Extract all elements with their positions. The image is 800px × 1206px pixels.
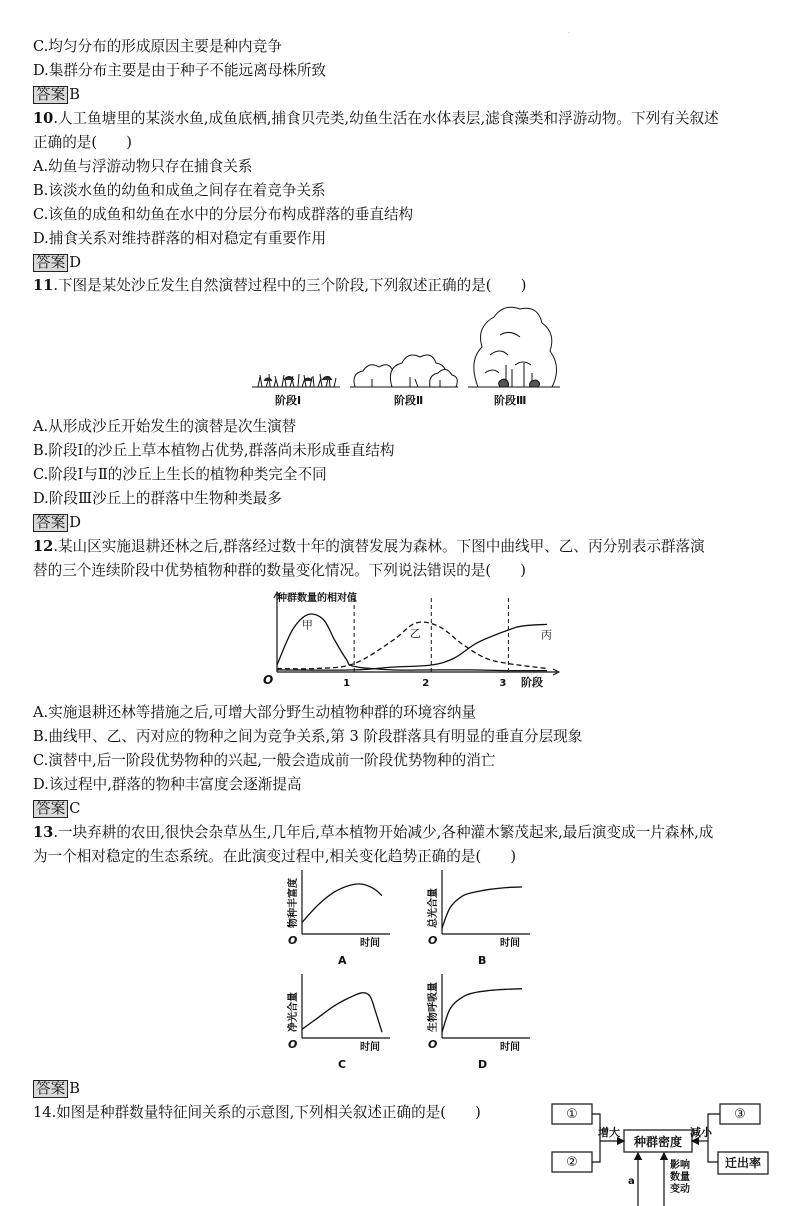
- affect-label-1: 影响: [670, 1160, 690, 1171]
- x-tick-label: 3: [499, 678, 507, 689]
- box-2-label: ②: [566, 1155, 578, 1170]
- q14-population-diagram: [540, 1096, 800, 1206]
- q12-option-a: A.实施退耕还林等措施之后,可增大部分野生动植物种群的环境容纳量: [33, 704, 477, 721]
- answer-value: C: [69, 800, 81, 817]
- q13-graph-c: [280, 972, 400, 1072]
- q10-number: 10: [33, 110, 54, 127]
- q13-answer: [33, 1080, 80, 1098]
- q11-option-a: A.从形成沙丘开始发生的演替是次生演替: [33, 418, 297, 435]
- q12-stem-line1: [33, 538, 705, 556]
- q12-number: 12: [33, 538, 54, 555]
- q9-option-d: D.集群分布主要是由于种子不能远离母株所致: [33, 62, 327, 79]
- q13-graph-b: [420, 868, 540, 968]
- x-axis-label: 时间: [500, 938, 520, 949]
- series-line-0: [277, 614, 547, 671]
- arrow-a-label: a: [628, 1176, 635, 1187]
- stage-2-label: 阶段Ⅱ: [394, 394, 424, 407]
- x-axis-label: 时间: [360, 1042, 380, 1053]
- y-axis-label: 总光合量: [428, 888, 439, 928]
- series-label: 乙: [409, 627, 421, 640]
- x-tick-label: 1: [343, 678, 351, 689]
- q9-option-c: C.均匀分布的形成原因主要是种内竞争: [33, 38, 282, 55]
- x-tick-label: 2: [422, 678, 430, 689]
- panel-label: C: [338, 1058, 347, 1071]
- origin-label: O: [428, 934, 438, 947]
- trend-line: [302, 884, 382, 923]
- q14-stem: 14.如图是种群数量特征间关系的示意图,下列相关叙述正确的是( ): [33, 1104, 481, 1121]
- panel-label: A: [338, 954, 347, 967]
- q11-answer: [33, 514, 81, 532]
- origin-label: O: [288, 1038, 298, 1051]
- x-axis-label: 阶段: [521, 676, 543, 689]
- box-1-label: ①: [566, 1107, 578, 1122]
- series-label: 丙: [541, 628, 552, 642]
- answer-tag: 答案: [33, 514, 68, 532]
- q10-stem-line2: 正确的是( ): [33, 134, 132, 151]
- q10-option-c: C.该鱼的成鱼和幼鱼在水中的分层分布构成群落的垂直结构: [33, 206, 414, 223]
- q13-stem-line2: 为一个相对稳定的生态系统。在此演变过程中,相关变化趋势正确的是( ): [33, 848, 517, 865]
- q10-stem-line1: [33, 110, 719, 128]
- q13-graph-a: [280, 868, 400, 968]
- stage-2-shrub-illustration: [350, 355, 458, 387]
- q10-option-d: D.捕食关系对维持群落的相对稳定有重要作用: [33, 230, 327, 247]
- y-axis-label: 净光合量: [288, 992, 299, 1032]
- q12-answer: [33, 800, 80, 818]
- stage-3-label: 阶段Ⅲ: [494, 394, 527, 407]
- answer-value: B: [69, 1080, 80, 1097]
- q12-stem-text1: .某山区实施退耕还林之后,群落经过数十年的演替发展为森林。下图中曲线甲、乙、丙分别表示群落演: [53, 538, 705, 555]
- q9-answer: [33, 86, 80, 104]
- stage-3-forest-illustration: [468, 307, 560, 387]
- y-axis-label: 物种丰富度: [288, 878, 299, 928]
- q11-stem: [33, 277, 526, 295]
- stage-1-grass-illustration: [252, 374, 340, 387]
- affect-label-2: 数量: [670, 1172, 690, 1183]
- q10-option-b: B.该淡水鱼的幼鱼和成鱼之间存在着竞争关系: [33, 182, 326, 199]
- q13-stem-line1: [33, 824, 713, 842]
- y-axis-label: 生物呼吸量: [428, 982, 439, 1032]
- y-axis-label: 种群数量的相对值: [277, 593, 357, 604]
- q12-option-d: D.该过程中,群落的物种丰富度会逐渐提高: [33, 776, 302, 793]
- origin-label: O: [288, 934, 298, 947]
- q13-stem-text1: .一块弃耕的农田,很快会杂草丛生,几年后,草本植物开始减少,各种灌木繁茂起来,最后演变成一片森林,成: [53, 824, 714, 841]
- q10-stem-text1: .人工鱼塘里的某淡水鱼,成鱼底栖,捕食贝壳类,幼鱼生活在水体表层,滤食藻类和浮游动物。下列有关叙述: [53, 110, 719, 127]
- origin-label: O: [428, 1038, 438, 1051]
- q11-number: 11: [33, 277, 54, 294]
- q13-graph-d: [420, 972, 540, 1072]
- density-label: 种群密度: [633, 1135, 683, 1149]
- q11-stem-text: .下图是某处沙丘发生自然演替过程中的三个阶段,下列叙述正确的是( ): [53, 277, 527, 294]
- answer-value: D: [69, 514, 81, 531]
- answer-tag: 答案: [33, 86, 68, 104]
- q12-population-chart: [255, 590, 575, 700]
- q11-option-d: D.阶段Ⅲ沙丘上的群落中生物种类最多: [33, 490, 282, 507]
- q10-option-a: A.幼鱼与浮游动物只存在捕食关系: [33, 158, 253, 175]
- q12-option-b: B.曲线甲、乙、丙对应的物种之间为竞争关系,第 3 阶段群落具有明显的垂直分层现象: [33, 728, 583, 745]
- increase-label: 增大: [598, 1126, 620, 1139]
- answer-value: B: [69, 86, 80, 103]
- origin-label: O: [263, 673, 274, 687]
- q11-option-c: C.阶段Ⅰ与Ⅱ的沙丘上生长的植物种类完全不同: [33, 466, 327, 483]
- trend-line: [302, 993, 382, 1032]
- page-dot: .: [568, 28, 570, 35]
- stage-1-label: 阶段Ⅰ: [275, 394, 302, 407]
- trend-line: [442, 989, 522, 1032]
- box-3-label: ③: [734, 1107, 746, 1122]
- series-label: 甲: [301, 618, 313, 632]
- decrease-label: 减小: [690, 1126, 712, 1139]
- answer-value: D: [69, 254, 81, 271]
- q12-option-c: C.演替中,后一阶段优势物种的兴起,一般会造成前一阶段优势物种的消亡: [33, 752, 496, 769]
- panel-label: D: [478, 1058, 488, 1071]
- q11-option-b: B.阶段Ⅰ的沙丘上草本植物占优势,群落尚未形成垂直结构: [33, 442, 395, 459]
- x-axis-label: 时间: [360, 938, 380, 949]
- x-axis-label: 时间: [500, 1042, 520, 1053]
- answer-tag: 答案: [33, 1080, 68, 1098]
- q10-answer: [33, 254, 81, 272]
- trend-line: [442, 887, 522, 928]
- affect-label-3: 变动: [670, 1184, 690, 1195]
- answer-tag: 答案: [33, 254, 68, 272]
- emigration-label: 迁出率: [724, 1156, 762, 1170]
- q12-stem-line2: 替的三个连续阶段中优势植物种群的数量变化情况。下列说法错误的是( ): [33, 562, 526, 579]
- panel-label: B: [478, 954, 487, 967]
- answer-tag: 答案: [33, 800, 68, 818]
- q11-succession-figure: [0, 295, 800, 425]
- q13-number: 13: [33, 824, 54, 841]
